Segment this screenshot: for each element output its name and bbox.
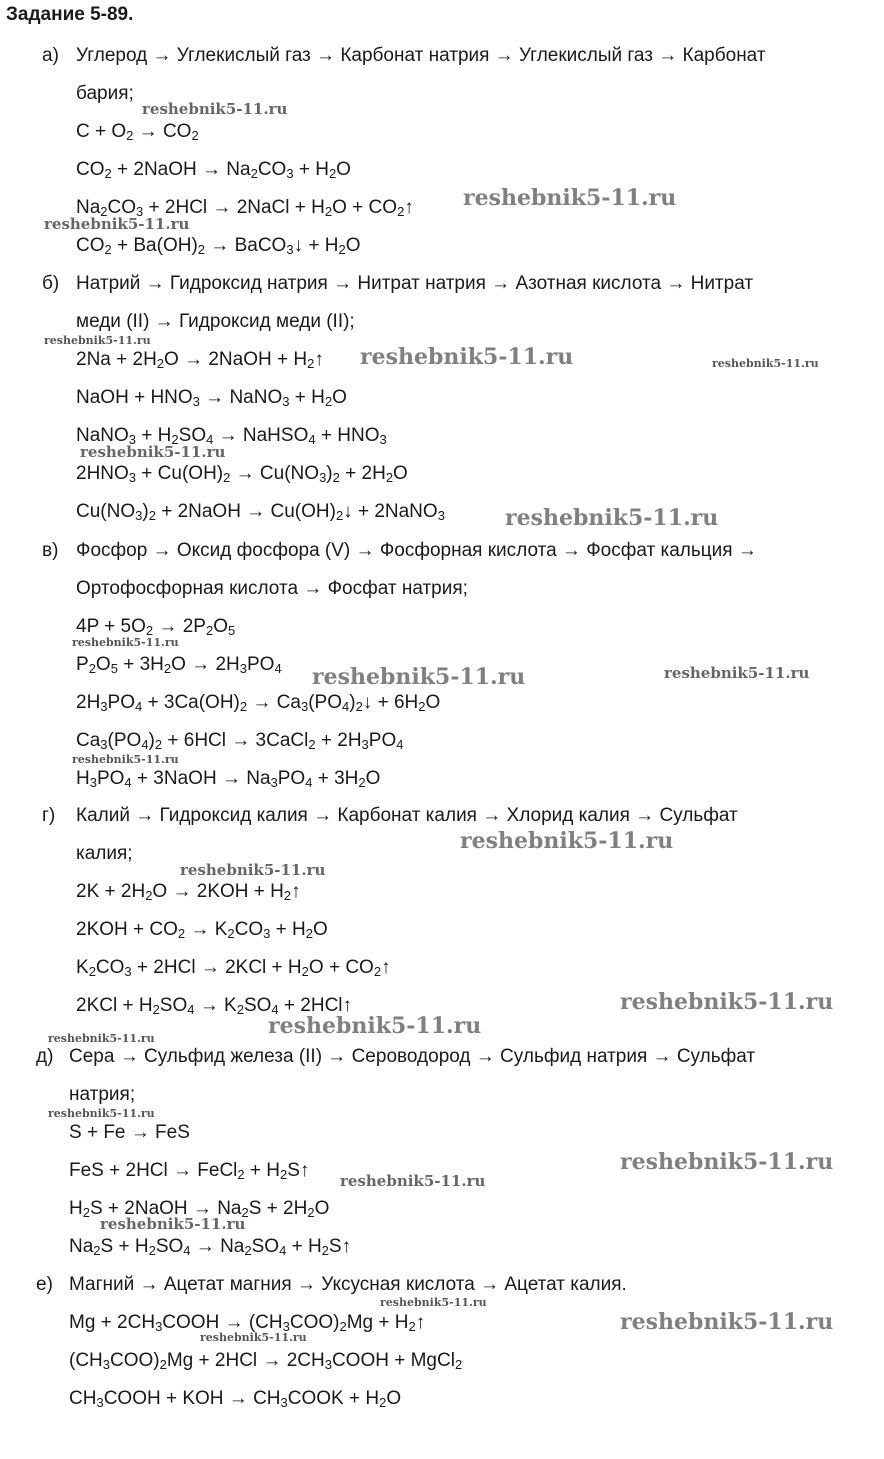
watermark: reshebnik5-11.ru	[72, 753, 179, 766]
watermark: reshebnik5-11.ru	[268, 1013, 482, 1039]
equation-a-1: $C + O_2 \to CO_2$	[76, 121, 199, 143]
equation-v-3: $2H_3PO_4 + 3Ca(OH)_2$ → $Ca_3(PO_4)_2↓ + 6H_2O$	[76, 692, 441, 714]
watermark: reshebnik5-11.ru	[505, 505, 719, 531]
watermark: reshebnik5-11.ru	[180, 861, 326, 879]
section-label-g: г)	[42, 805, 56, 826]
equation-b-2: NaOH + $HNO_3$ → NaNO$_3$ + $H_2O$	[76, 387, 347, 409]
equation-d-1: S + Fe → FeS	[69, 1122, 190, 1143]
equation-a-3: $Na_2CO_3 + 2HCl$ → 2NaCl + $H_2O$ + $CO_2↑$	[76, 197, 414, 219]
watermark: reshebnik5-11.ru	[48, 1032, 155, 1045]
equation-b-5: $Cu(NO_3)_2$ + 2NaOH → $Cu(OH)_2↓$ + 2NaNO$_3$	[76, 501, 445, 523]
equation-g-3: $K_2CO_3 + 2HCl \to 2KCl + H_2O$ + $CO_2↑$	[76, 957, 391, 979]
section-d-header-1: Сера → Сульфид железа (II) → Сероводород → Сульфид натрия → Сульфат	[69, 1046, 756, 1067]
watermark: reshebnik5-11.ru	[712, 357, 819, 370]
equation-d-3: $H_2S$ + 2NaOH → $Na_2S + 2H_2O$	[69, 1198, 330, 1220]
watermark: reshebnik5-11.ru	[72, 636, 179, 649]
watermark: reshebnik5-11.ru	[620, 1149, 834, 1175]
watermark: reshebnik5-11.ru	[340, 1172, 486, 1190]
watermark: reshebnik5-11.ru	[200, 1331, 307, 1344]
section-d-header-2: натрия;	[69, 1084, 136, 1105]
equation-v-2: $P_2O_5 + 3H_2O \to 2H_3PO_4$	[76, 654, 282, 676]
equation-b-4: $2HNO_3 + Cu(OH)_2 \to Cu(NO_3)_2 + 2H_2O$	[76, 463, 408, 485]
watermark: reshebnik5-11.ru	[460, 828, 674, 854]
equation-e-2: $(CH_3COO)_2Mg + 2HCl$ → $2CH_3COOH$ + MgCl$_2$	[69, 1350, 463, 1372]
section-label-a: а)	[42, 45, 59, 66]
equation-a-4: $CO_2 + Ba(OH)_2$ → BaCO$_3$↓ + $H_2O$	[76, 235, 361, 257]
watermark: reshebnik5-11.ru	[380, 1296, 487, 1309]
equation-v-1: $4P + 5O_2 \to 2P_2O_5$	[76, 616, 236, 638]
watermark: reshebnik5-11.ru	[463, 185, 677, 211]
watermark: reshebnik5-11.ru	[80, 443, 226, 461]
equation-e-1: $Mg + 2CH_3COOH \to (CH_3COO)_2Mg$ + $H_2↑$	[69, 1312, 426, 1334]
watermark: reshebnik5-11.ru	[100, 1215, 246, 1233]
section-a-header-1: Углерод → Углекислый газ → Карбонат натрия → Углекислый газ → Карбонат	[76, 45, 766, 66]
section-b-header-1: Натрий → Гидроксид натрия → Нитрат натрия → Азотная кислота → Нитрат	[76, 273, 754, 294]
page-title: Задание 5-89.	[6, 4, 134, 25]
section-v-header-2: Ортофосфорная кислота → Фосфат натрия;	[76, 578, 468, 599]
section-e-header-1: Магний → Ацетат магния → Уксусная кислота → Ацетат калия.	[69, 1274, 627, 1295]
watermark: reshebnik5-11.ru	[48, 1107, 155, 1120]
watermark: reshebnik5-11.ru	[620, 1309, 834, 1335]
section-label-b: б)	[42, 273, 60, 294]
section-label-v: в)	[42, 540, 59, 561]
equation-g-4: $2KCl + H_2SO_4 \to K_2SO_4$ + 2HCl↑	[76, 995, 353, 1017]
watermark: reshebnik5-11.ru	[142, 100, 288, 118]
equation-v-4: $Ca_3(PO_4)_2 + 6HCl$ → 3CaCl$_2$ + $2H_3PO_4$	[76, 730, 404, 752]
equation-d-2: FeS + 2HCl → FeCl$_2$ + $H_2S↑$	[69, 1160, 310, 1182]
section-a-header-2: бария;	[76, 83, 134, 104]
watermark: reshebnik5-11.ru	[360, 344, 574, 370]
equation-v-5: $H_3PO_4$ + 3NaOH → $Na_3PO_4 + 3H_2O$	[76, 768, 381, 790]
equation-a-2: $CO_2$ + 2NaOH → $Na_2CO_3 + H_2O$	[76, 159, 351, 181]
equation-e-3: $CH_3COOH$ + KOH → $CH_3COOK + H_2O$	[69, 1388, 402, 1410]
section-label-d: д)	[36, 1046, 54, 1067]
section-g-header-2: калия;	[76, 843, 133, 864]
equation-g-1: $2K + 2H_2O \to 2KOH$ + $H_2↑$	[76, 881, 301, 903]
equation-b-3: NaNO$_3$ + $H_2SO_4$ → NaHSO$_4$ + $HNO_3$	[76, 425, 387, 447]
watermark: reshebnik5-11.ru	[312, 664, 526, 690]
equation-b-1: $2Na + 2H_2O$ → 2NaOH + $H_2↑$	[76, 349, 324, 371]
equation-g-2: $2KOH + CO_2 \to K_2CO_3 + H_2O$	[76, 919, 328, 941]
section-v-header-1: Фосфор → Оксид фосфора (V) → Фосфорная кислота → Фосфат кальция →	[76, 540, 757, 561]
watermark: reshebnik5-11.ru	[664, 664, 810, 682]
section-b-header-2: меди (II) → Гидроксид меди (II);	[76, 311, 355, 332]
watermark: reshebnik5-11.ru	[44, 334, 151, 347]
section-label-e: е)	[36, 1274, 53, 1295]
watermark: reshebnik5-11.ru	[620, 989, 834, 1015]
equation-d-4: $Na_2S + H_2SO_4 \to Na_2SO_4$ + $H_2S↑$	[69, 1236, 352, 1258]
watermark: reshebnik5-11.ru	[44, 215, 190, 233]
section-g-header-1: Калий → Гидроксид калия → Карбонат калия → Хлорид калия → Сульфат	[76, 805, 738, 826]
